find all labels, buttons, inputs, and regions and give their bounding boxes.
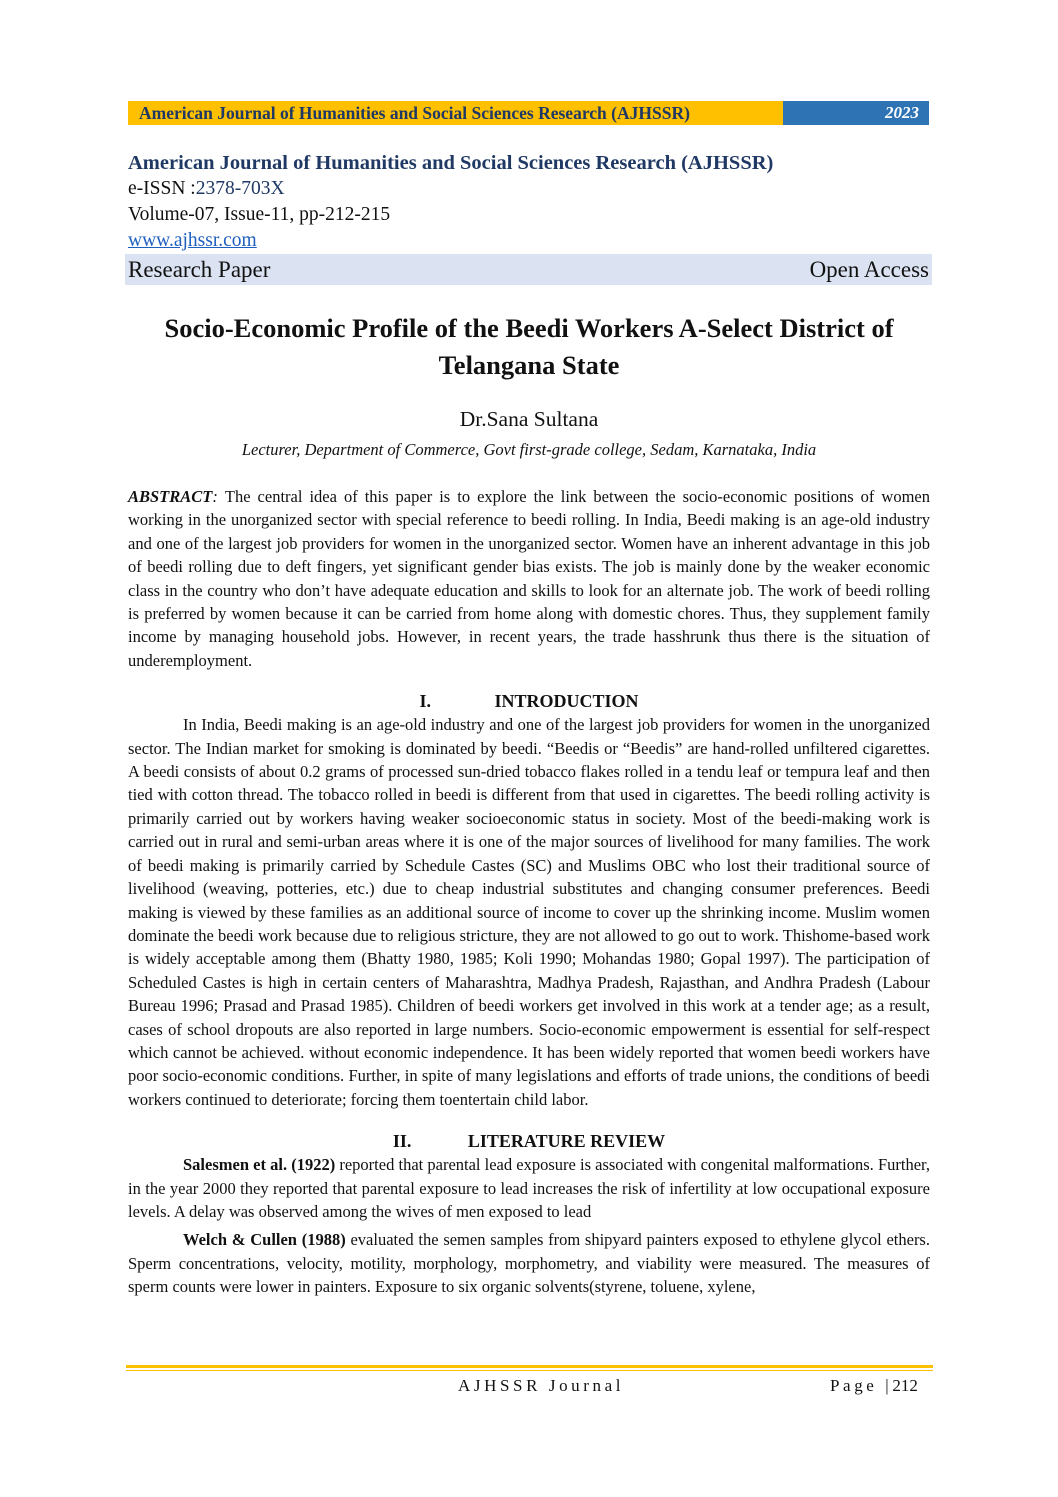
abstract (128, 485, 930, 672)
footer-page (830, 1375, 918, 1397)
access-type: Open Access (809, 256, 929, 282)
introduction-paragraph: In India, Beedi making is an age-old industry and one of the largest job providers for women in the unorganized sector. The Indian market for smoking is dominated by beedi. “Beedis or “Beedis” are hand-rolled unfiltered cigarettes. A beedi consists of about 0.2 grams of processed sun-dried tobacco flakes rolled in a tendu leaf or tempura leaf and then tied with cotton thread. The tobacco rolled in beedi is different from that used in cigarettes. The beedi rolling activity is primarily carried out by workers having weaker socioeconomic status in society. Most of the beedi-making work is carried out in rural and semi-urban areas where it is one of the major sources of livelihood for many families. The work of beedi making is primarily carried by Schedule Castes (SC) and Muslims OBC who lost their traditional source of livelihood (weaving, potteries, etc.) due to cheap industrial substitutes and changing consumer preferences. Beedi making is viewed by these families as an additional source of income to cover up the shrinking income. Muslim women dominate the beedi work because due to religious stricture, they are not allowed to go out to work. Thishome-based work is widely acceptable among them (Bhatty 1980, 1985; Koli 1990; Mohandas 1980; Gopal 1997). The participation of Scheduled Castes is high in certain centers of Maharashtra, Madhya Pradesh, Rajasthan, and Andhra Pradesh (Labour Bureau 1996; Prasad and Prasad 1985). Children of beedi workers get involved in this work at a tender age; as a result, cases of school dropouts are also reported in large numbers. Socio-economic empowerment is essential for self-respect which cannot be achieved. without economic independence. It has been widely reported that women beedi workers have poor socio-economic conditions. Further, in spite of many legislations and efforts of trade unions, the conditions of beedi workers continued to deteriorate; forcing them toentertain child labor. (128, 715, 930, 1109)
citation-lead: Welch & Cullen (1988) (183, 1230, 346, 1250)
abstract-label: ABSTRACT (128, 487, 213, 506)
section-number: I. (419, 691, 431, 712)
abstract-separator: : (212, 487, 225, 506)
abstract-text: The central idea of this paper is to explore the link between the socio-economic positions of women working in the unorganized sector with special reference to beedi rolling. In India, Beedi making is an age-old industry and one of the largest job providers for women in the unorganized sector. Women have an inherent advantage in this job of beedi rolling due to deft fingers, yet significant gender bias exists. The job is mainly done by the weaker economic class in the country who don’t have adequate education and skills to look for an alternate job. The work of beedi rolling is preferred by women because it can be carried from home along with domestic chores. Thus, they supplement family income by managing household jobs. However, in recent years, the trade hasshrunk thus there is the situation of underemployment. (128, 487, 930, 670)
literature-paragraph (128, 1153, 930, 1223)
section-heading-introduction (128, 689, 930, 713)
journal-title: American Journal of Humanities and Social Sciences Research (AJHSSR) (128, 152, 774, 174)
author-name: Dr.Sana Sultana (459, 407, 599, 431)
website-link[interactable]: www.ajhssr.com (128, 230, 257, 251)
section-heading-literature-review (128, 1129, 930, 1153)
citation-lead: Salesmen et al. (1922) (183, 1155, 336, 1175)
paper-body (128, 485, 930, 1299)
paper-type: Research Paper (128, 256, 271, 282)
footer-rule (126, 1365, 933, 1368)
footer-rule-thin (126, 1370, 933, 1371)
section-number: II. (392, 1131, 412, 1152)
running-header (128, 101, 929, 125)
section-title: LITERATURE REVIEW (467, 1131, 666, 1152)
page-label: Page | (830, 1376, 893, 1395)
author-affiliation: Lecturer, Department of Commerce, Govt first-grade college, Sedam, Karnataka, India (241, 440, 817, 459)
running-header-year: 2023 (783, 101, 929, 125)
issn-label: e-ISSN : (128, 178, 196, 199)
paragraph-text: reported that parental lead exposure is associated with congenital malformations. Further, in the year 2000 they reported that parental exposure to lead increases the risk of infertility at low occupational exposure levels. A delay was observed among the wives of men exposed to lead (128, 1155, 930, 1221)
paragraph-text: evaluated the semen samples from shipyard painters exposed to ethylene glycol ethers. Sperm concentrations, velocity, motility, morphology, morphometry, and viability were measured. The measures of sperm counts were lower in painters. Exposure to six organic solvents(styrene, toluene, xylene, (128, 1230, 930, 1297)
literature-paragraph (128, 1228, 930, 1298)
running-header-journal: American Journal of Humanities and Social Sciences Research (AJHSSR) (128, 101, 783, 125)
volume-info: Volume-07, Issue-11, pp-212-215 (128, 204, 391, 225)
paper-type-bar (125, 254, 932, 285)
masthead (128, 150, 932, 285)
footer-journal: AJHSSR Journal (458, 1376, 625, 1395)
section-title: INTRODUCTION (494, 691, 639, 712)
paper-title: Socio-Economic Profile of the Beedi Workers A-Select District of Telangana State (164, 313, 894, 380)
page-number: 212 (892, 1376, 918, 1395)
issn-number: 2378-703X (195, 178, 285, 199)
issn (128, 176, 932, 202)
